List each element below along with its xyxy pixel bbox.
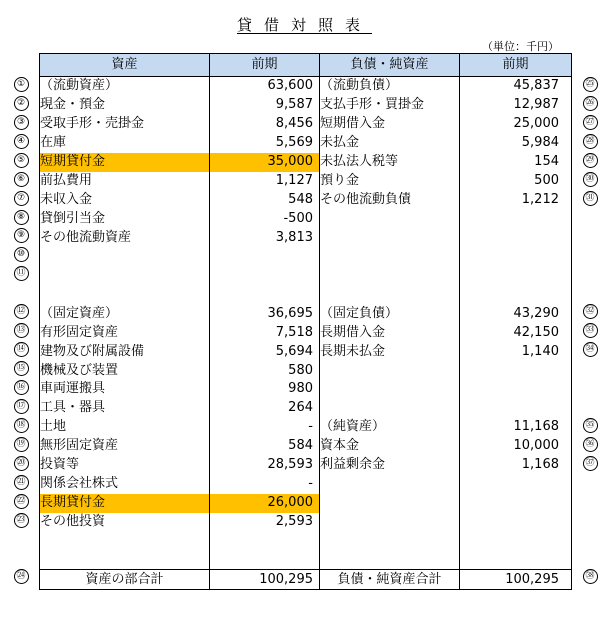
- table-row: [40, 304, 572, 323]
- left-item-value: 2,593: [210, 513, 320, 532]
- table-row: [40, 172, 572, 191]
- table-row: [40, 513, 572, 532]
- right-item-label: [320, 266, 460, 285]
- left-item-value: [210, 266, 320, 285]
- left-item-value: 100,295: [210, 570, 320, 590]
- table-row: [40, 550, 572, 569]
- table-row: [40, 380, 572, 399]
- table-row: [40, 115, 572, 134]
- left-item-label: 車両運搬具: [40, 380, 210, 399]
- left-item-value: 7,518: [210, 323, 320, 342]
- right-item-label: [320, 550, 460, 569]
- row-number-marker: ⑪: [14, 266, 29, 281]
- right-item-label: 預り金: [320, 172, 460, 191]
- table-row: [40, 229, 572, 248]
- left-row-markers: [11, 75, 31, 586]
- table-row: [40, 77, 572, 96]
- row-number-marker: ⑲: [14, 437, 29, 452]
- row-number-marker: ㊲: [583, 456, 598, 471]
- left-item-label: 関係会社株式: [40, 475, 210, 494]
- row-number-marker: ⑫: [14, 304, 29, 319]
- left-item-value: [210, 247, 320, 266]
- table-row: [40, 191, 572, 210]
- right-item-value: 1,212: [460, 191, 572, 210]
- left-item-label: その他流動資産: [40, 229, 210, 248]
- row-number-marker: ②: [14, 96, 29, 111]
- right-item-value: 10,000: [460, 437, 572, 456]
- right-row-markers: [580, 75, 600, 586]
- right-item-value: [460, 266, 572, 285]
- header-liabilities: 負債・純資産: [320, 54, 460, 77]
- table-row: [40, 323, 572, 342]
- table-row: [40, 418, 572, 437]
- left-item-value: 5,694: [210, 342, 320, 361]
- left-item-value: -500: [210, 210, 320, 229]
- left-item-value: 26,000: [210, 494, 320, 513]
- left-item-value: 580: [210, 361, 320, 380]
- row-number-marker: ㉕: [583, 77, 598, 92]
- right-item-label: [320, 247, 460, 266]
- right-item-value: 100,295: [460, 570, 572, 590]
- right-item-value: 1,140: [460, 342, 572, 361]
- row-number-marker: ⑰: [14, 399, 29, 414]
- row-number-marker: ㉗: [583, 115, 598, 130]
- left-item-label: 土地: [40, 418, 210, 437]
- right-item-value: 500: [460, 172, 572, 191]
- row-number-marker: ㉓: [14, 513, 29, 528]
- left-item-value: [210, 532, 320, 551]
- row-number-marker: ⑭: [14, 342, 29, 357]
- left-item-value: 28,593: [210, 456, 320, 475]
- left-item-label: 受取手形・売掛金: [40, 115, 210, 134]
- right-item-value: [460, 380, 572, 399]
- left-item-value: 36,695: [210, 304, 320, 323]
- right-item-label: 長期借入金: [320, 323, 460, 342]
- table-row: [40, 153, 572, 172]
- left-item-label: [40, 532, 210, 551]
- row-number-marker: ㉑: [14, 475, 29, 490]
- right-item-value: 25,000: [460, 115, 572, 134]
- right-item-value: [460, 475, 572, 494]
- header-assets-period: 前期: [210, 54, 320, 77]
- right-item-value: 154: [460, 153, 572, 172]
- table-row: [40, 437, 572, 456]
- row-number-marker: ㉖: [583, 96, 598, 111]
- left-item-value: -: [210, 475, 320, 494]
- left-item-label: [40, 247, 210, 266]
- right-item-value: [460, 361, 572, 380]
- left-item-value: 3,813: [210, 229, 320, 248]
- page-title: 貸借対照表: [236, 16, 372, 34]
- right-item-value: 5,984: [460, 134, 572, 153]
- row-number-marker: ⑱: [14, 418, 29, 433]
- left-item-value: 8,456: [210, 115, 320, 134]
- right-item-label: 資本金: [320, 437, 460, 456]
- right-item-label: [320, 229, 460, 248]
- right-item-label: 長期未払金: [320, 342, 460, 361]
- left-item-label: 前払費用: [40, 172, 210, 191]
- right-item-label: 利益剰余金: [320, 456, 460, 475]
- left-item-label: [40, 266, 210, 285]
- right-item-label: 未払法人税等: [320, 153, 460, 172]
- right-item-label: 未払金: [320, 134, 460, 153]
- right-item-value: 11,168: [460, 418, 572, 437]
- right-item-label: （固定負債）: [320, 304, 460, 323]
- right-item-value: [460, 247, 572, 266]
- right-item-value: [460, 285, 572, 304]
- row-number-marker: ㉟: [583, 418, 598, 433]
- unit-label: （単位：千円）: [482, 40, 559, 53]
- left-item-value: 264: [210, 399, 320, 418]
- left-item-label: 貸倒引当金: [40, 210, 210, 229]
- left-item-label: 無形固定資産: [40, 437, 210, 456]
- total-row: [40, 570, 572, 590]
- header-liabilities-period: 前期: [460, 54, 572, 77]
- left-item-value: 9,587: [210, 96, 320, 115]
- left-item-value: 5,569: [210, 134, 320, 153]
- left-item-label: （流動資産）: [40, 77, 210, 96]
- left-item-label: 在庫: [40, 134, 210, 153]
- row-number-marker: ④: [14, 134, 29, 149]
- left-item-label: （固定資産）: [40, 304, 210, 323]
- left-item-label: 長期貸付金: [40, 494, 210, 513]
- right-item-value: 43,290: [460, 304, 572, 323]
- left-item-label: その他投資: [40, 513, 210, 532]
- row-number-marker: ㉘: [583, 134, 598, 149]
- row-number-marker: ⑧: [14, 210, 29, 225]
- right-item-label: 負債・純資産合計: [320, 570, 460, 590]
- right-item-label: [320, 399, 460, 418]
- row-number-marker: ⑯: [14, 380, 29, 395]
- row-number-marker: ⑩: [14, 247, 29, 262]
- table-row: [40, 210, 572, 229]
- right-item-value: [460, 210, 572, 229]
- table-row: [40, 247, 572, 266]
- left-item-value: 63,600: [210, 77, 320, 96]
- row-number-marker: ㉒: [14, 494, 29, 509]
- left-item-label: 短期貸付金: [40, 153, 210, 172]
- right-item-label: [320, 210, 460, 229]
- right-item-label: [320, 285, 460, 304]
- table-row: [40, 134, 572, 153]
- left-item-label: 現金・預金: [40, 96, 210, 115]
- balance-sheet-table: [39, 53, 572, 590]
- table-row: [40, 96, 572, 115]
- row-number-marker: ⑬: [14, 323, 29, 338]
- left-item-value: -: [210, 418, 320, 437]
- right-item-value: 42,150: [460, 323, 572, 342]
- left-item-value: 980: [210, 380, 320, 399]
- row-number-marker: ㊱: [583, 437, 598, 452]
- header-assets: 資産: [40, 54, 210, 77]
- right-item-label: [320, 494, 460, 513]
- left-item-value: 548: [210, 191, 320, 210]
- right-item-label: [320, 380, 460, 399]
- row-number-marker: ㉜: [583, 304, 598, 319]
- left-item-value: 1,127: [210, 172, 320, 191]
- left-item-label: 未収入金: [40, 191, 210, 210]
- row-number-marker: ⑨: [14, 228, 29, 243]
- row-number-marker: ㊳: [583, 569, 598, 584]
- left-item-label: [40, 285, 210, 304]
- table-row: [40, 285, 572, 304]
- row-number-marker: ㉙: [583, 153, 598, 168]
- table-row: [40, 494, 572, 513]
- table-row: [40, 532, 572, 551]
- table-row: [40, 266, 572, 285]
- row-number-marker: ㉚: [583, 172, 598, 187]
- table-row: [40, 456, 572, 475]
- row-number-marker: ㉛: [583, 191, 598, 206]
- row-number-marker: ㉞: [583, 342, 598, 357]
- table-row: [40, 342, 572, 361]
- right-item-label: [320, 513, 460, 532]
- left-item-label: 機械及び装置: [40, 361, 210, 380]
- right-item-label: （流動負債）: [320, 77, 460, 96]
- table-row: [40, 361, 572, 380]
- right-item-label: 短期借入金: [320, 115, 460, 134]
- right-item-label: 支払手形・買掛金: [320, 96, 460, 115]
- right-item-value: [460, 229, 572, 248]
- right-item-label: [320, 361, 460, 380]
- right-item-label: [320, 532, 460, 551]
- row-number-marker: ①: [14, 77, 29, 92]
- right-item-label: （純資産）: [320, 418, 460, 437]
- right-item-value: [460, 550, 572, 569]
- row-number-marker: ⑥: [14, 172, 29, 187]
- left-item-label: 工具・器具: [40, 399, 210, 418]
- right-item-value: [460, 532, 572, 551]
- left-item-label: 資産の部合計: [40, 570, 210, 590]
- left-item-value: 584: [210, 437, 320, 456]
- right-item-value: [460, 513, 572, 532]
- right-item-value: 45,837: [460, 77, 572, 96]
- left-item-label: [40, 550, 210, 569]
- right-item-value: 1,168: [460, 456, 572, 475]
- right-item-value: [460, 494, 572, 513]
- left-item-label: 有形固定資産: [40, 323, 210, 342]
- row-number-marker: ⑳: [14, 456, 29, 471]
- table-row: [40, 399, 572, 418]
- left-item-value: [210, 285, 320, 304]
- row-number-marker: ㉝: [583, 323, 598, 338]
- row-number-marker: ③: [14, 115, 29, 130]
- left-item-label: 投資等: [40, 456, 210, 475]
- left-item-label: 建物及び附属設備: [40, 342, 210, 361]
- table-row: [40, 475, 572, 494]
- row-number-marker: ㉔: [14, 569, 29, 584]
- left-item-value: 35,000: [210, 153, 320, 172]
- row-number-marker: ⑮: [14, 361, 29, 376]
- right-item-label: [320, 475, 460, 494]
- right-item-label: その他流動負債: [320, 191, 460, 210]
- row-number-marker: ⑦: [14, 191, 29, 206]
- left-item-value: [210, 550, 320, 569]
- right-item-value: [460, 399, 572, 418]
- row-number-marker: ⑤: [14, 153, 29, 168]
- right-item-value: 12,987: [460, 96, 572, 115]
